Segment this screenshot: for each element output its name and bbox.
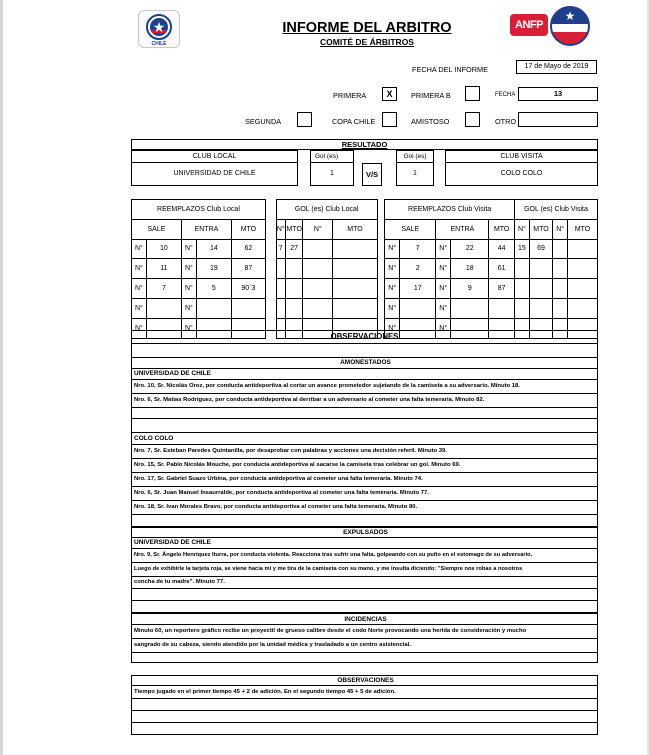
amonestados-visita-team: COLO COLO <box>131 433 598 445</box>
n-cell: N° <box>181 239 196 259</box>
expulsado-line: Luego de exhibirle la tarjeta roja, se viene hacia mí y me tira de la camiseta con su mano, y me insulta diciendo: "Siempre nos robas a nosotros <box>131 563 598 577</box>
entra-visita-cell[interactable]: 22 <box>451 239 489 259</box>
n-cell: N° <box>181 298 196 318</box>
sale-local-cell[interactable]: 10 <box>146 239 181 259</box>
goles-local-label: Gol (es) <box>311 151 353 163</box>
fecha-informe-label: FECHA DEL INFORME <box>412 65 488 74</box>
expulsado-line: Nro. 9, Sr. Ángelo Henríquez Iturra, por conducta violenta. Reacciona tras sufrir una falta, golpeando con su puño en el estomago de su adversario. <box>131 549 598 563</box>
n-cell: N° <box>385 298 400 318</box>
gol-local-mto-cell[interactable] <box>285 298 302 318</box>
blank-row <box>131 601 598 613</box>
entra-local-cell[interactable]: 14 <box>196 239 231 259</box>
fecha-label: FECHA <box>495 92 516 98</box>
amonestado-line: Nro. 10, Sr. Nicolás Oroz, por conducta antideportiva al cortar un avance prometedor sujetando de la camiseta a su adversario. Minuto 18. <box>131 380 598 394</box>
sale-visita-cell[interactable]: 2 <box>400 259 436 279</box>
gol-local-mto-cell[interactable] <box>285 259 302 279</box>
n-cell: N° <box>132 318 147 338</box>
sale-visita-cell[interactable] <box>400 298 436 318</box>
incidencia-line: sangrado de su cabeza, siendo atendido por la unidad médica y trasladado a un centro asistencial. <box>131 639 598 653</box>
table-row <box>132 279 598 299</box>
mto-header: MTO <box>489 219 515 239</box>
mto-local-cell[interactable] <box>231 298 265 318</box>
gol-visita-mto-cell[interactable] <box>529 259 552 279</box>
gol-visita-mto-cell[interactable] <box>568 259 598 279</box>
segunda-checkbox[interactable] <box>297 112 312 127</box>
n-cell: N° <box>132 239 147 259</box>
mto-header: MTO <box>529 219 552 239</box>
goles-visita-value[interactable]: 1 <box>413 170 417 177</box>
n-cell: N° <box>181 318 196 338</box>
gol-local-mto-cell[interactable] <box>333 239 378 259</box>
sale-local-cell[interactable]: 7 <box>146 279 181 299</box>
club-local-box <box>131 150 298 186</box>
sale-visita-cell[interactable]: 17 <box>400 279 436 299</box>
club-local-label: CLUB LOCAL <box>132 151 297 163</box>
mto-visita-cell[interactable]: 87 <box>489 279 515 299</box>
federation-logo-left <box>138 10 180 48</box>
observaciones-title: OBSERVACIONES <box>131 330 598 344</box>
n-header: N° <box>514 219 529 239</box>
club-visita-label: CLUB VISITA <box>446 151 597 163</box>
incidencia-line: Minuto 60, un reportero gráfico recibe un proyectil de grueso calibre desde el codo Norte provocando una herida de consideración y mucho <box>131 625 598 639</box>
amistoso-checkbox[interactable] <box>465 112 480 127</box>
gol-local-mto-cell[interactable] <box>333 259 378 279</box>
final-observaciones-title: OBSERVACIONES <box>131 675 598 686</box>
goles-visita-label: Gol (es) <box>397 151 433 163</box>
gol-local-title: GOL (es) Club Local <box>276 200 377 220</box>
mto-visita-cell[interactable]: 44 <box>489 239 515 259</box>
fecha-informe-field[interactable]: 17 de Mayo de 2019 <box>516 60 597 74</box>
gol-local-n-cell[interactable] <box>276 259 285 279</box>
club-local-value[interactable]: UNIVERSIDAD DE CHILE <box>173 170 256 177</box>
gol-visita-n-cell[interactable] <box>553 279 568 299</box>
gol-visita-n-cell[interactable] <box>553 298 568 318</box>
page-edge-left <box>0 0 3 755</box>
goles-visita-box <box>396 150 434 186</box>
sale-header: SALE <box>132 219 182 239</box>
n-cell: N° <box>436 239 451 259</box>
vs-label: V/S <box>362 163 382 186</box>
n-cell: N° <box>385 318 400 338</box>
n-header: N° <box>276 219 285 239</box>
gol-local-mto-cell[interactable] <box>285 279 302 299</box>
amonestado-line: Nro. 15, Sr. Pablo Nicolás Mouche, por conducta antideportiva al sacarse la camiseta tras celebrar un gol. Minuto 69. <box>131 459 598 473</box>
page-subtitle: COMITÉ DE ÁRBITROS <box>320 37 414 47</box>
star-emblem-icon: ★ <box>146 14 172 40</box>
gol-visita-n-cell[interactable] <box>514 259 529 279</box>
gol-local-n-cell[interactable] <box>276 279 285 299</box>
entra-header: ENTRA <box>436 219 489 239</box>
amistoso-label: AMISTOSO <box>411 117 450 126</box>
gol-visita-mto-cell[interactable] <box>529 279 552 299</box>
blank-row <box>131 419 598 433</box>
gol-visita-title: GOL (es) Club Visita <box>514 200 597 220</box>
gol-visita-mto-cell[interactable] <box>568 298 598 318</box>
club-visita-value[interactable]: COLO COLO <box>500 170 543 177</box>
primera-b-checkbox[interactable] <box>465 86 480 101</box>
blank-row <box>131 699 598 711</box>
n-cell: N° <box>181 259 196 279</box>
mto-header: MTO <box>333 219 378 239</box>
anfp-logo: ANFP <box>510 14 548 36</box>
entra-visita-cell[interactable]: 18 <box>451 259 489 279</box>
gol-local-n-cell[interactable] <box>303 279 333 299</box>
mto-header: MTO <box>231 219 265 239</box>
fecha-field[interactable]: 13 <box>518 87 598 101</box>
mto-local-cell[interactable]: 87 <box>231 259 265 279</box>
entra-visita-cell[interactable] <box>451 298 489 318</box>
blank-row <box>131 723 598 735</box>
sale-visita-cell[interactable]: 7 <box>400 239 436 259</box>
expulsados-title: EXPULSADOS <box>131 527 598 538</box>
n-cell: N° <box>436 318 451 338</box>
club-visita-box <box>445 150 598 186</box>
entra-header: ENTRA <box>181 219 231 239</box>
primera-label: PRIMERA <box>333 91 367 100</box>
incidencias-title: INCIDENCIAS <box>131 613 598 625</box>
gol-visita-n-cell[interactable] <box>514 298 529 318</box>
primera-checkbox[interactable]: X <box>382 87 397 101</box>
sale-local-cell[interactable]: 11 <box>146 259 181 279</box>
chile-federation-logo-icon: ★ <box>550 6 590 46</box>
copa-chile-checkbox[interactable] <box>382 112 397 127</box>
n-cell: N° <box>436 279 451 299</box>
mto-local-cell[interactable]: 90´3 <box>231 279 265 299</box>
expulsados-team: UNIVERSIDAD DE CHILE <box>131 538 598 549</box>
n-cell: N° <box>132 259 147 279</box>
n-cell: N° <box>436 259 451 279</box>
otro-label: OTRO <box>495 117 517 126</box>
mto-visita-cell[interactable] <box>489 298 515 318</box>
entra-local-cell[interactable]: 5 <box>196 279 231 299</box>
n-cell: N° <box>132 298 147 318</box>
table-row <box>132 239 598 259</box>
segunda-label: SEGUNDA <box>245 117 282 126</box>
n-cell: N° <box>132 279 147 299</box>
amonestados-title: AMONESTADOS <box>131 358 598 369</box>
final-observacion-line: Tiempo jugado en el primer tiempo 45 + 2 de adición. En el segundo tiempo 45 + 5 de adición. <box>131 686 598 699</box>
blank-row <box>131 653 598 663</box>
gol-visita-mto-cell[interactable] <box>568 239 598 259</box>
n-cell: N° <box>436 298 451 318</box>
otro-field[interactable] <box>518 112 598 127</box>
gol-local-n-cell[interactable]: 7 <box>276 239 285 259</box>
gol-local-n-cell[interactable] <box>276 298 285 318</box>
gol-visita-n-cell[interactable] <box>553 259 568 279</box>
page-title: INFORME DEL ARBITRO <box>282 20 452 36</box>
reemplazos-table <box>131 199 598 339</box>
gol-visita-mto-cell[interactable]: 69 <box>529 239 552 259</box>
gol-local-mto-cell[interactable] <box>333 298 378 318</box>
blank-row <box>131 344 598 358</box>
blank-row <box>131 711 598 723</box>
mto-header: MTO <box>285 219 302 239</box>
mto-local-cell[interactable]: 62 <box>231 239 265 259</box>
logo-left-label: CHILE <box>151 41 167 47</box>
amonestados-local-team: UNIVERSIDAD DE CHILE <box>131 369 598 380</box>
mto-visita-cell[interactable]: 61 <box>489 259 515 279</box>
gol-local-n-cell[interactable] <box>303 298 333 318</box>
gol-visita-mto-cell[interactable] <box>529 298 552 318</box>
gol-local-mto-cell[interactable]: 27 <box>285 239 302 259</box>
table-row <box>132 298 598 318</box>
entra-local-cell[interactable]: 19 <box>196 259 231 279</box>
mto-header: MTO <box>568 219 598 239</box>
n-cell: N° <box>385 239 400 259</box>
amonestado-line: Nro. 7, Sr. Esteban Paredes Quintanilla, por desaprobar con palabras y acciones una decisión referil. Minuto 39. <box>131 445 598 459</box>
sale-header: SALE <box>385 219 436 239</box>
reemplazos-local-title: REEMPLAZOS Club Local <box>132 200 266 220</box>
gol-visita-n-cell[interactable] <box>514 279 529 299</box>
blank-row <box>131 589 598 601</box>
gol-local-mto-cell[interactable] <box>333 279 378 299</box>
gol-local-n-cell[interactable] <box>303 239 333 259</box>
blank-row <box>131 515 598 527</box>
gol-visita-n-cell[interactable]: 15 <box>514 239 529 259</box>
entra-local-cell[interactable] <box>196 298 231 318</box>
n-header: N° <box>553 219 568 239</box>
entra-visita-cell[interactable]: 9 <box>451 279 489 299</box>
n-cell: N° <box>385 259 400 279</box>
sale-local-cell[interactable] <box>146 298 181 318</box>
blank-row <box>131 408 598 419</box>
primera-b-label: PRIMERA B <box>411 91 451 100</box>
n-cell: N° <box>385 279 400 299</box>
amonestado-line: Nro. 6, Sr. Matías Rodríguez, por conducta antideportiva al derribar a un adversario al cometer una falta temeraria. Minuto 82. <box>131 394 598 408</box>
amonestado-line: Nro. 18, Sr. Ivan Morales Bravo, por conducta antideportiva al cometer una falta temeraria. Minuto 80. <box>131 501 598 515</box>
amonestado-line: Nro. 17, Sr. Gabriel Suazo Urbina, por conducta antideportiva al cometer una falta temeraria. Minuto 74. <box>131 473 598 487</box>
gol-visita-n-cell[interactable] <box>553 239 568 259</box>
gol-local-n-cell[interactable] <box>303 259 333 279</box>
n-cell: N° <box>181 279 196 299</box>
reemplazos-visita-title: REEMPLAZOS Club Visita <box>385 200 515 220</box>
n-header: N° <box>303 219 333 239</box>
resultado-title: RESULTADO <box>131 139 598 150</box>
table-row <box>132 259 598 279</box>
gol-visita-mto-cell[interactable] <box>568 279 598 299</box>
amonestado-line: Nro. 6, Sr. Juan Manuel Insaurralde, por conducta antideportiva al cometer una falta temeraria. Minuto 77. <box>131 487 598 501</box>
expulsado-line: concha de tu madre". Minuto 77. <box>131 577 598 589</box>
copa-chile-label: COPA CHILE <box>332 117 376 126</box>
goles-local-value[interactable]: 1 <box>330 170 334 177</box>
goles-local-box <box>310 150 354 186</box>
